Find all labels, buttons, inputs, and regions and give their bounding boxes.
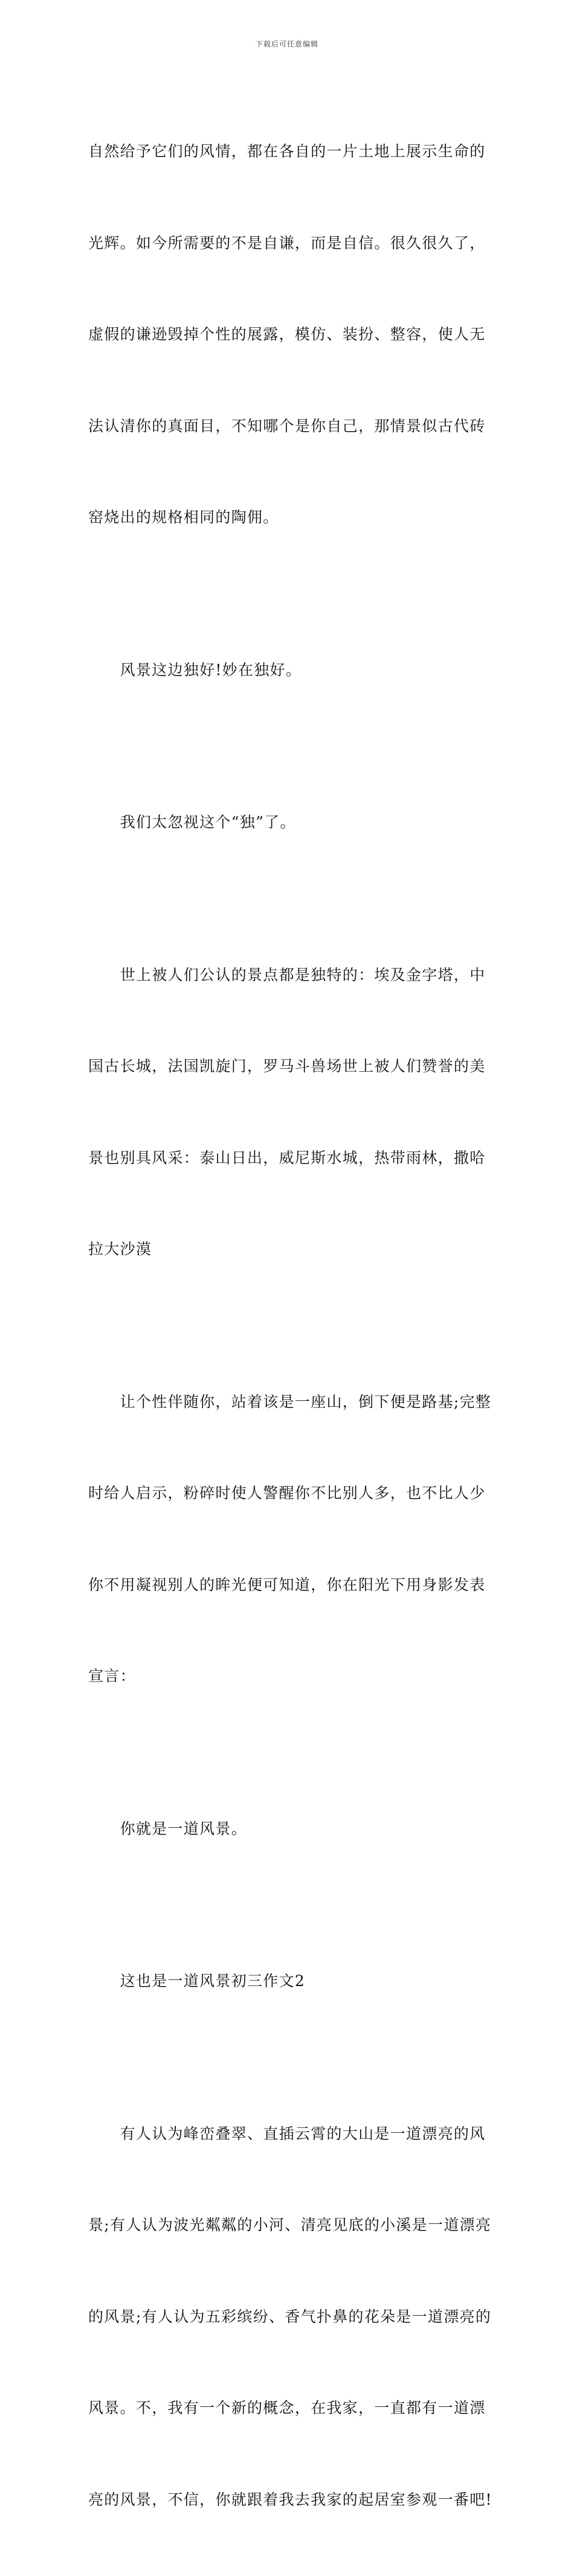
text-line: 景;有人认为波光粼粼的小河、清亮见底的小溪是一道漂亮 (88, 2210, 488, 2241)
text-line: 的风景;有人认为五彩缤纷、香气扑鼻的花朵是一道漂亮的 (88, 2302, 488, 2333)
text-line: 景也别具风采：泰山日出，威尼斯水城，热带雨林，撒哈 (88, 1143, 488, 1174)
text-line: 虚假的谦逊毁掉个性的展露，模仿、装扮、整容，使人无 (88, 319, 488, 350)
document-body (88, 75, 488, 2576)
paragraph-ignore-unique (88, 746, 488, 899)
text-line: 国古长城，法国凯旋门，罗马斗兽场世上被人们赞誉的美 (88, 1051, 488, 1082)
text-line: 窑烧出的规格相同的陶佣。 (88, 502, 488, 533)
text-line: 宣言： (88, 1661, 488, 1692)
text-line: 光辉。如今所需要的不是自谦，而是自信。很久很久了， (88, 228, 488, 259)
paragraph-personality (88, 1326, 488, 1753)
text-line: 这也是一道风景初三作文2 (88, 1966, 488, 1997)
essay-title (88, 1905, 488, 2058)
text-line: 时给人启示，粉碎时使人警醒你不比别人多，也不比人少 (88, 1478, 488, 1509)
paragraph-you-are-scenery (88, 1753, 488, 1906)
paragraph-essay-opening (88, 2058, 488, 2576)
text-line: 我们太忽视这个“独”了。 (88, 807, 488, 838)
text-line: 亮的风景，不信，你就跟着我去我家的起居室参观一番吧! (88, 2485, 488, 2516)
text-line: 法认清你的真面目，不知哪个是你自己，那情景似古代砖 (88, 411, 488, 442)
text-line: 你就是一道风景。 (88, 1814, 488, 1845)
text-line: 世上被人们公认的景点都是独特的：埃及金字塔，中 (88, 960, 488, 991)
text-line: 你不用凝视别人的眸光便可知道，你在阳光下用身影发表 (88, 1570, 488, 1601)
text-line: 拉大沙漠 (88, 1234, 488, 1265)
text-line: 有人认为峰峦叠翠、直插云霄的大山是一道漂亮的风 (88, 2119, 488, 2150)
paragraph-scenery-unique (88, 594, 488, 747)
text-line: 让个性伴随你，站着该是一座山，倒下便是路基;完整 (88, 1387, 488, 1418)
paragraph-continuation (88, 75, 488, 594)
paragraph-famous-sights (88, 899, 488, 1326)
text-line: 自然给予它们的风情，都在各自的一片土地上展示生命的 (88, 136, 488, 167)
text-line: 风景这边独好!妙在独好。 (88, 655, 488, 686)
text-line: 风景。不，我有一个新的概念，在我家，一直都有一道漂 (88, 2393, 488, 2424)
page-header-note: 下载后可任意编辑 (0, 39, 574, 49)
